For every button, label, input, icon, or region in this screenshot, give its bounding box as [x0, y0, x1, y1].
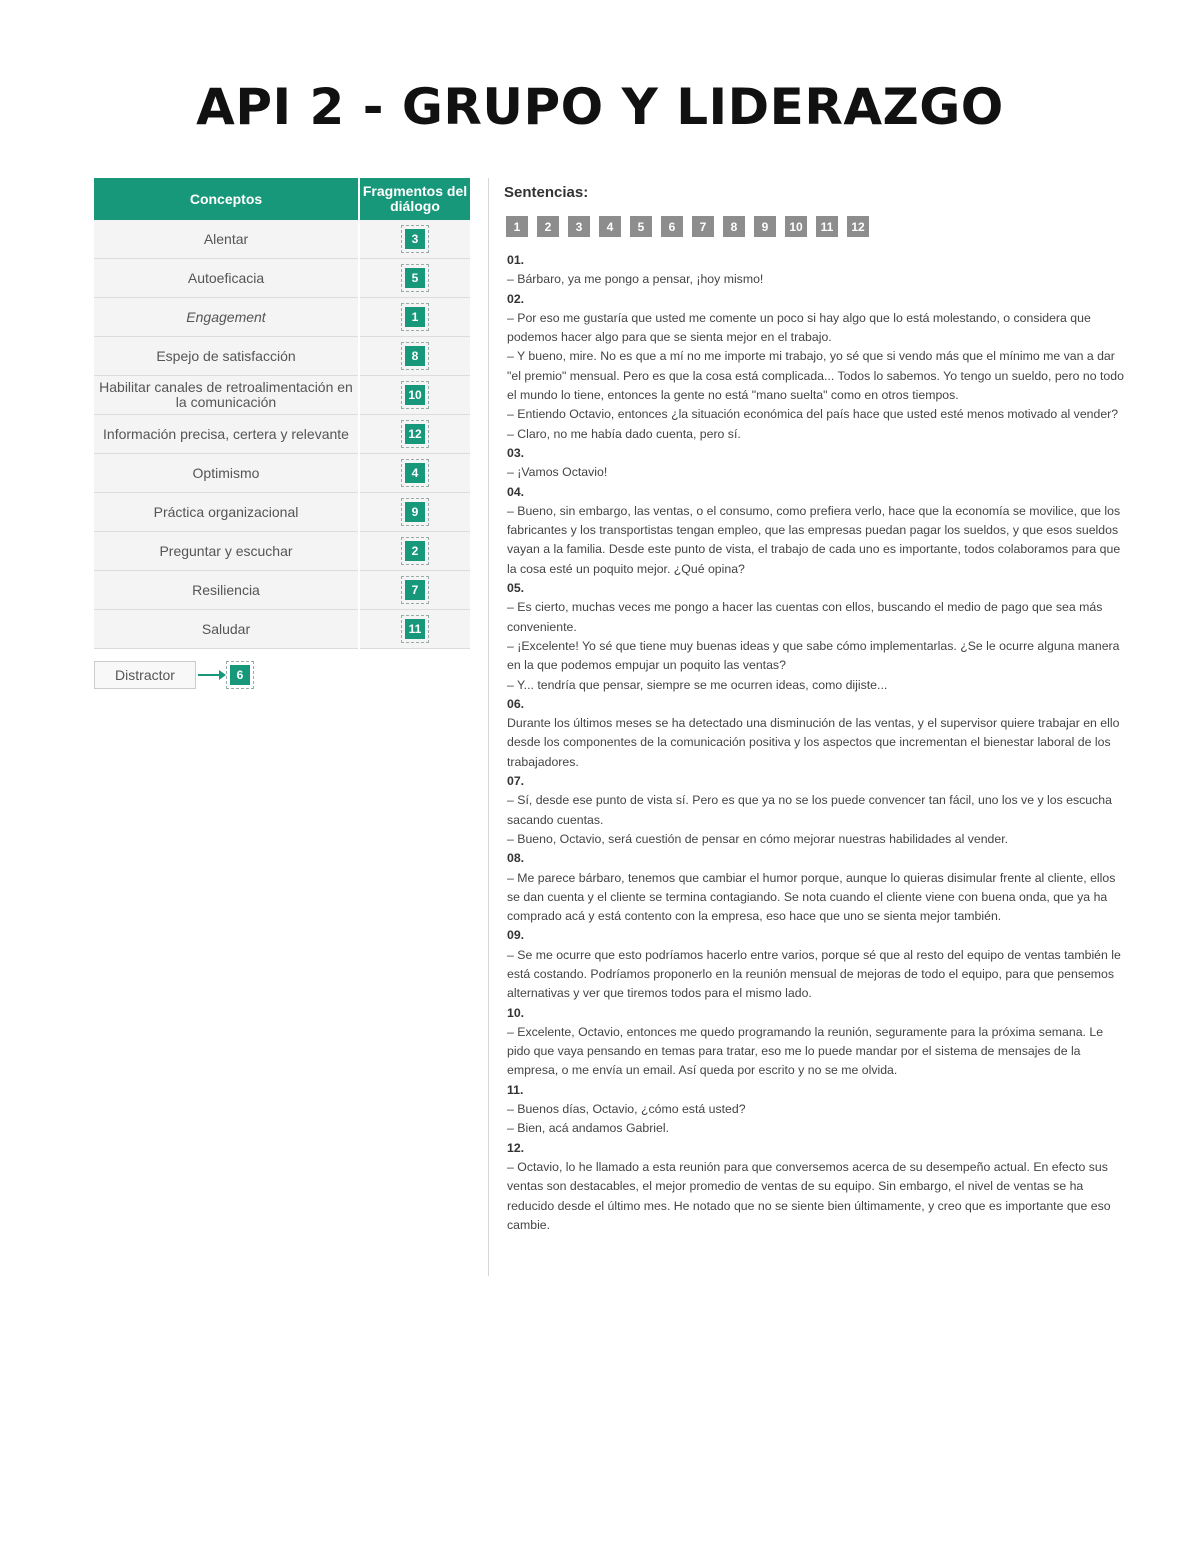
sentence-line: – Claro, no me había dado cuenta, pero sí. — [507, 426, 741, 441]
fragment-badge[interactable]: 4 — [405, 463, 425, 483]
distractor-fragment-badge[interactable]: 6 — [230, 665, 250, 685]
concept-row — [94, 337, 470, 376]
concept-label: Preguntar y escuchar — [94, 532, 359, 571]
sentence-line: – ¡Excelente! Yo sé que tiene muy buenas ideas y que sabe cómo implementarlas. ¿Se le ocurre alguna manera en la que podemos empujar un poquito las ventas? — [507, 638, 1120, 673]
number-button[interactable]: 12 — [847, 216, 869, 237]
fragment-badge[interactable]: 9 — [405, 502, 425, 522]
number-button[interactable]: 4 — [599, 216, 621, 237]
fragment-cell — [359, 298, 470, 337]
fragment-badge[interactable]: 11 — [405, 619, 425, 639]
concept-label: Autoeficacia — [94, 259, 359, 298]
concept-label: Información precisa, certera y relevante — [94, 415, 359, 454]
sentence-line: – Me parece bárbaro, tenemos que cambiar el humor porque, aunque lo quieras disimular frente al cliente, ellos se dan cuenta y el cliente se termina contagiando. Se nota cuando el cliente viene con buena onda, que ya ha comprado acá y está contento con la empresa, eso hace que uno se sienta mejor también. — [507, 870, 1116, 924]
sentence-number: 12. — [507, 1140, 525, 1155]
sentence-line: – Bueno, Octavio, será cuestión de pensar en cómo mejorar nuestras habilidades al vender. — [507, 831, 1009, 846]
fragment-cell — [359, 532, 470, 571]
sentence-number: 06. — [507, 696, 525, 711]
fragment-drop-zone[interactable] — [401, 264, 429, 292]
sentence-number: 02. — [507, 291, 525, 306]
header-concepts: Conceptos — [94, 178, 359, 220]
fragment-drop-zone[interactable] — [401, 303, 429, 331]
sentence-block — [507, 772, 1129, 849]
concept-label: Práctica organizacional — [94, 493, 359, 532]
sentence-line: – Octavio, lo he llamado a esta reunión para que conversemos acerca de su desempeño actual. En efecto sus ventas son destacables, el mejor promedio de ventas de su equipo. Sin embargo, el nivel de ventas se ha reducido desde el último mes. He notado que no se siente bien últimamente, y creo que es importante que eso cambie. — [507, 1159, 1111, 1232]
sentence-number: 07. — [507, 774, 525, 789]
number-button[interactable]: 6 — [661, 216, 683, 237]
sentence-number: 03. — [507, 445, 525, 460]
number-button[interactable]: 10 — [785, 216, 807, 237]
fragment-badge[interactable]: 12 — [405, 424, 425, 444]
distractor-row — [94, 660, 254, 690]
sentence-number: 09. — [507, 928, 525, 943]
sentence-block — [507, 926, 1129, 1003]
number-button[interactable]: 11 — [816, 216, 838, 237]
sentence-number: 04. — [507, 484, 525, 499]
concept-row — [94, 493, 470, 532]
sentence-line: – Buenos días, Octavio, ¿cómo está usted? — [507, 1102, 746, 1117]
fragment-drop-zone[interactable] — [401, 537, 429, 565]
fragment-badge[interactable]: 2 — [405, 541, 425, 561]
sentence-line: – Se me ocurre que esto podríamos hacerlo entre varios, porque sé que al resto del equipo de ventas también le está costando. Podríamos proponerlo en la reunión mensual de mejoras de todo el equipo, para que pensemos alternativas y ver que tiremos todos para el mismo lado. — [507, 947, 1121, 1001]
sentence-line: – Es cierto, muchas veces me pongo a hacer las cuentas con ellos, buscando el medio de pago que sea más conveniente. — [507, 600, 1103, 634]
concept-row — [94, 610, 470, 649]
sentence-block — [507, 483, 1129, 579]
sentence-line: Durante los últimos meses se ha detectado una disminución de las ventas, y el supervisor quiere trabajar en ello desde los componentes de la comunicación positiva y los aspectos que incrementan el bienestar laboral de los trabajadores. — [507, 716, 1120, 769]
sentences-list — [507, 251, 1129, 1235]
concept-row — [94, 415, 470, 454]
sentence-number: 05. — [507, 581, 525, 596]
fragment-drop-zone[interactable] — [401, 381, 429, 409]
sentence-block — [507, 1081, 1129, 1139]
concept-row — [94, 259, 470, 298]
sentence-block — [507, 1139, 1129, 1235]
number-button[interactable]: 9 — [754, 216, 776, 237]
concept-label: Optimismo — [94, 454, 359, 493]
number-button[interactable]: 3 — [568, 216, 590, 237]
sentence-block — [507, 251, 1129, 290]
number-button[interactable]: 7 — [692, 216, 714, 237]
sentence-block — [507, 1004, 1129, 1081]
sentence-line: – ¡Vamos Octavio! — [507, 465, 608, 480]
sentence-number: 10. — [507, 1005, 525, 1020]
number-button[interactable]: 2 — [537, 216, 559, 237]
concepts-table — [94, 178, 470, 649]
sentence-line: – Y... tendría que pensar, siempre se me ocurren ideas, como dijiste... — [507, 677, 888, 692]
column-divider — [488, 178, 489, 1276]
fragment-drop-zone[interactable] — [401, 342, 429, 370]
sentence-block — [507, 849, 1129, 926]
concept-row — [94, 571, 470, 610]
fragment-cell — [359, 376, 470, 415]
number-button[interactable]: 1 — [506, 216, 528, 237]
number-button-bar — [506, 216, 869, 237]
fragment-cell — [359, 337, 470, 376]
sentence-line: – Excelente, Octavio, entonces me quedo programando la reunión, seguramente para la próxima semana. Le pido que vaya pensando en temas para tratar, eso me lo puede mandar por el sistema de mensajes de la empresa, o me envía un email. Así queda por escrito y no se me olvida. — [507, 1024, 1104, 1078]
sentence-line: – Por eso me gustaría que usted me comente un poco si hay algo que lo está molestando, o considera que podemos hacer algo para que se sienta mejor en el trabajo. — [507, 310, 1091, 345]
distractor-label: Distractor — [94, 661, 196, 689]
concept-label: Espejo de satisfacción — [94, 337, 359, 376]
fragment-cell — [359, 415, 470, 454]
fragment-drop-zone[interactable] — [401, 459, 429, 487]
sentence-line: – Y bueno, mire. No es que a mí no me importe mi trabajo, yo sé que si vendo más que el mínimo me van a dar "el premio" mensual. Pero es que la cosa está complicada... Todos lo sabemos. Yo tengo un sueldo, pero no todo el mundo lo tiene, entonces la gente no está "mano suelta" como en otros tiempos. — [507, 349, 1124, 403]
concept-label: Habilitar canales de retroalimentación en la comunicación — [94, 376, 359, 415]
concept-label: Alentar — [94, 220, 359, 259]
fragment-badge[interactable]: 10 — [405, 385, 425, 405]
sentence-number: 11. — [507, 1082, 524, 1097]
concept-label: Saludar — [94, 610, 359, 649]
sentence-line: – Bien, acá andamos Gabriel. — [507, 1121, 670, 1136]
arrow-right-icon — [198, 674, 224, 676]
sentences-heading: Sentencias: — [504, 184, 589, 201]
fragment-cell — [359, 454, 470, 493]
fragment-badge[interactable]: 3 — [405, 229, 425, 249]
fragment-badge[interactable]: 7 — [405, 580, 425, 600]
concept-row — [94, 454, 470, 493]
concept-row — [94, 298, 470, 337]
sentence-number: 01. — [507, 253, 525, 267]
number-button[interactable]: 5 — [630, 216, 652, 237]
fragment-cell — [359, 610, 470, 649]
concept-label: Engagement — [94, 298, 359, 337]
fragment-drop-zone[interactable] — [401, 225, 429, 253]
fragment-drop-zone[interactable] — [401, 615, 429, 643]
fragment-cell — [359, 259, 470, 298]
concept-row — [94, 532, 470, 571]
concept-label: Resiliencia — [94, 571, 359, 610]
sentence-line: – Bárbaro, ya me pongo a pensar, ¡hoy mismo! — [507, 272, 764, 287]
sentence-block — [507, 579, 1129, 695]
fragment-cell — [359, 571, 470, 610]
sentence-line: – Entiendo Octavio, entonces ¿la situación económica del país hace que usted esté menos motivado al vender? — [507, 407, 1119, 422]
concept-row — [94, 220, 470, 259]
fragment-badge[interactable]: 8 — [405, 346, 425, 366]
fragment-badge[interactable]: 1 — [405, 307, 425, 327]
fragment-cell — [359, 493, 470, 532]
fragment-drop-zone[interactable] — [401, 576, 429, 604]
concept-row — [94, 376, 470, 415]
sentence-line: – Sí, desde ese punto de vista sí. Pero es que ya no se los puede convencer tan fácil, uno los ve y los escucha sacando cuentas. — [507, 793, 1112, 827]
fragment-badge[interactable]: 5 — [405, 268, 425, 288]
header-fragments: Fragmentos del diálogo — [359, 178, 470, 220]
number-button[interactable]: 8 — [723, 216, 745, 237]
document-title: API 2 - GRUPO Y LIDERAZGO — [196, 78, 1004, 136]
sentence-block — [507, 695, 1129, 772]
fragment-cell — [359, 220, 470, 259]
sentence-block — [507, 444, 1129, 483]
fragment-drop-zone[interactable] — [401, 420, 429, 448]
fragment-drop-zone[interactable] — [401, 498, 429, 526]
sentence-line: – Bueno, sin embargo, las ventas, o el consumo, como prefiera verlo, hace que la economía se movilice, que los fabricantes y los transportistas tengan empleo, que las empresas puedan pagar los sueldos, y que esos sueldos vayan a la familia. Desde este punto de vista, el trabajo de cada uno es importante, todos colaboramos para que la cosa esté un poquito mejor. ¿Qué opina? — [507, 503, 1121, 576]
sentence-block — [507, 290, 1129, 444]
sentence-number: 08. — [507, 851, 525, 866]
distractor-drop-zone[interactable] — [226, 661, 254, 689]
